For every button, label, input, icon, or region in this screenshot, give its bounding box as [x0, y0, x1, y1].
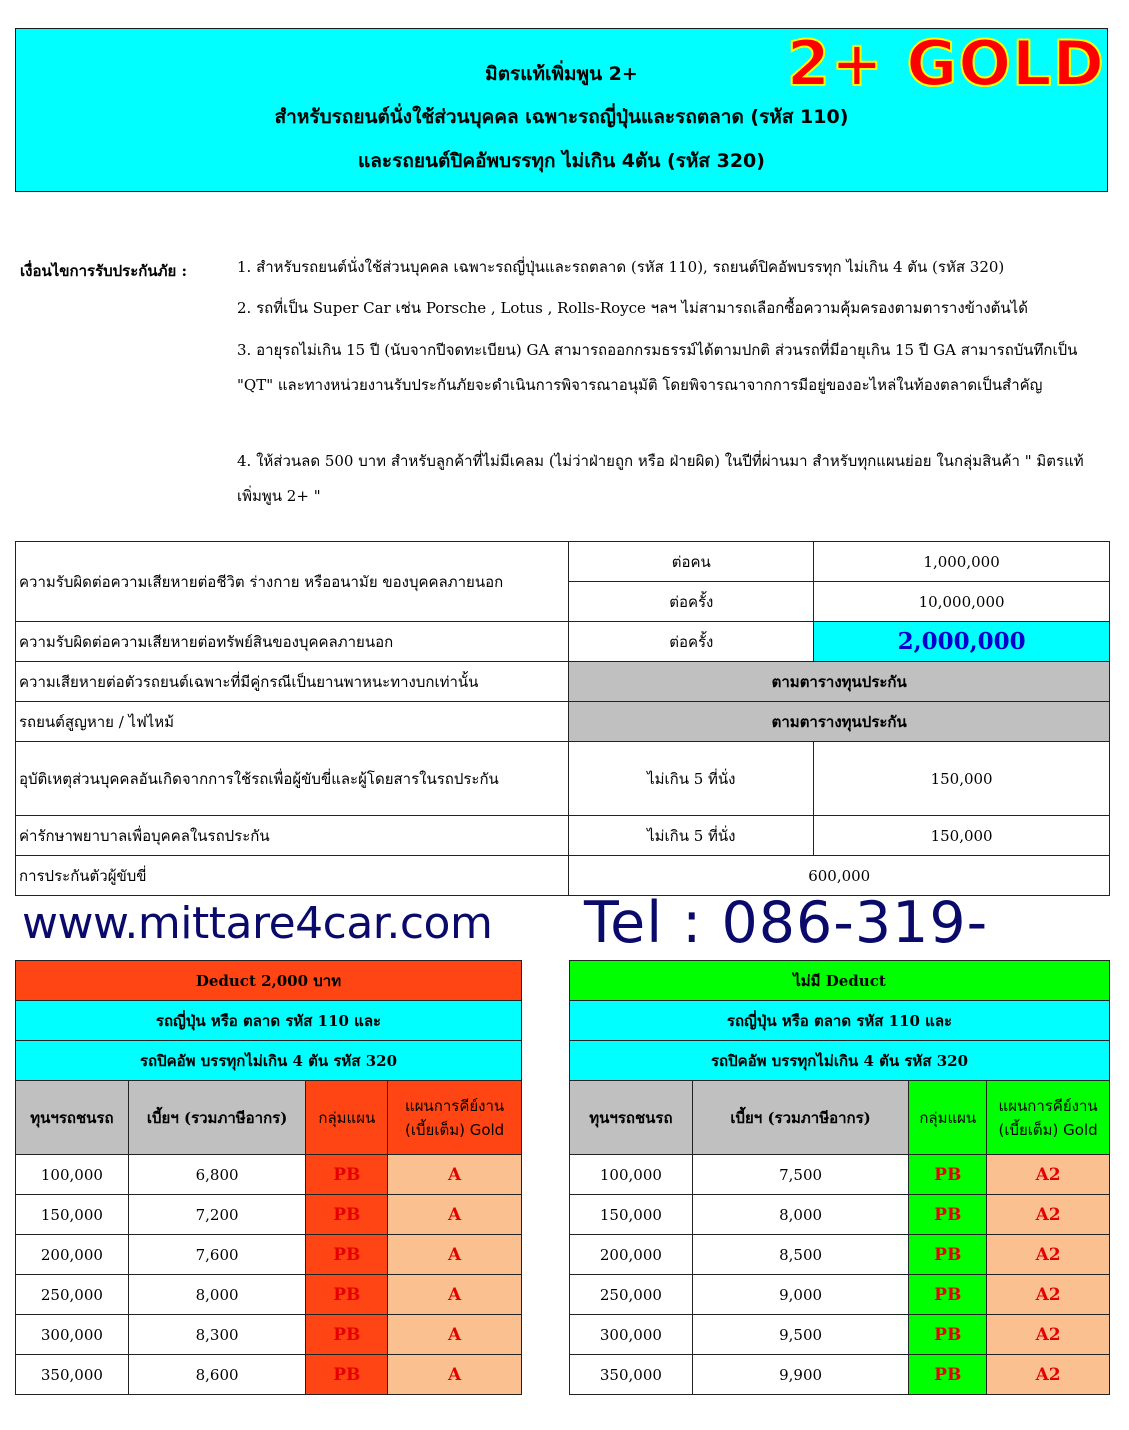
column-header-plan: แผนการคีย์งาน (เบี้ยเต็ม) Gold — [987, 1081, 1110, 1155]
coverage-unit: ต่อครั้ง — [569, 622, 814, 662]
table-row — [16, 1275, 522, 1315]
cell-plan: A2 — [987, 1275, 1110, 1315]
cell-sum: 250,000 — [570, 1275, 693, 1315]
coverage-label: ความรับผิดต่อความเสียหายต่อชีวิต ร่างกาย หรืออนามัย ของบุคคลภายนอก — [16, 542, 569, 622]
column-header-premium: เบี้ยฯ (รวมภาษีอากร) — [128, 1081, 306, 1155]
cell-group: PB — [306, 1195, 388, 1235]
cell-plan: A — [388, 1155, 522, 1195]
cell-plan: A2 — [987, 1355, 1110, 1395]
coverage-label: ค่ารักษาพยาบาลเพื่อบุคคลในรถประกัน — [16, 816, 569, 856]
cell-premium: 9,000 — [692, 1275, 909, 1315]
no-deduct-premium-table — [569, 960, 1110, 1395]
condition-item-2: 2. รถที่เป็น Super Car เช่น Porsche , Lotus , Rolls-Royce ฯลฯ ไม่สามารถเลือกซื้อความคุ้มครองตามตารางข้างต้นได้ — [237, 299, 1028, 317]
cell-sum: 200,000 — [570, 1235, 693, 1275]
table-row — [16, 622, 1110, 662]
cell-plan: A2 — [987, 1195, 1110, 1235]
column-header-plan: แผนการคีย์งาน (เบี้ยเต็ม) Gold — [388, 1081, 522, 1155]
cell-group: PB — [909, 1195, 987, 1235]
table-row — [16, 1155, 522, 1195]
coverage-value: ตามตารางทุนประกัน — [569, 662, 1110, 702]
cell-premium: 6,800 — [128, 1155, 306, 1195]
coverage-label: ความรับผิดต่อความเสียหายต่อทรัพย์สินของบุคคลภายนอก — [16, 622, 569, 662]
coverage-value: ตามตารางทุนประกัน — [569, 702, 1110, 742]
cell-plan: A2 — [987, 1155, 1110, 1195]
cell-sum: 100,000 — [16, 1155, 129, 1195]
coverage-unit: ต่อครั้ง — [569, 582, 814, 622]
coverage-label: อุบัติเหตุส่วนบุคคลอันเกิดจากการใช้รถเพื่อผู้ขับขี่และผู้โดยสารในรถประกัน — [16, 742, 569, 816]
cell-sum: 200,000 — [16, 1235, 129, 1275]
cell-sum: 150,000 — [16, 1195, 129, 1235]
conditions-title: เงื่อนไขการรับประกันภัย : — [20, 262, 188, 280]
coverage-value-highlight: 2,000,000 — [814, 622, 1110, 662]
table-row — [16, 816, 1110, 856]
cell-group: PB — [306, 1355, 388, 1395]
coverage-label: การประกันตัวผู้ขับขี่ — [16, 856, 569, 896]
table-subtitle: รถปิคอัพ บรรทุกไม่เกิน 4 ตัน รหัส 320 — [570, 1041, 1110, 1081]
cell-premium: 8,000 — [128, 1275, 306, 1315]
cell-group: PB — [909, 1235, 987, 1275]
cell-premium: 8,500 — [692, 1235, 909, 1275]
coverage-value: 150,000 — [814, 742, 1110, 816]
table-title: Deduct 2,000 บาท — [16, 961, 522, 1001]
cell-group: PB — [909, 1155, 987, 1195]
table-row — [570, 1315, 1110, 1355]
header-subtitle-1: สำหรับรถยนต์นั่งใช้ส่วนบุคคล เฉพาะรถญี่ปุ่นและรถตลาด (รหัส 110) — [274, 106, 849, 128]
coverage-label: ความเสียหายต่อตัวรถยนต์เฉพาะที่มีคู่กรณีเป็นยานพาหนะทางบกเท่านั้น — [16, 662, 569, 702]
table-row — [16, 1235, 522, 1275]
cell-premium: 7,600 — [128, 1235, 306, 1275]
coverage-value: 150,000 — [814, 816, 1110, 856]
condition-item-1: 1. สำหรับรถยนต์นั่งใช้ส่วนบุคคล เฉพาะรถญี่ปุ่นและรถตลาด (รหัส 110), รถยนต์ปิคอัพบรรทุก ไม่เกิน 4 ตัน (รหัส 320) — [237, 258, 1005, 276]
table-row — [570, 1275, 1110, 1315]
coverage-value: 600,000 — [569, 856, 1110, 896]
phone-number[interactable]: Tel : 086-319- — [584, 890, 989, 956]
column-header-premium: เบี้ยฯ (รวมภาษีอากร) — [692, 1081, 909, 1155]
coverage-unit: ไม่เกิน 5 ที่นั่ง — [569, 742, 814, 816]
table-row — [16, 1355, 522, 1395]
column-header-sum: ทุนฯรถชนรถ — [16, 1081, 129, 1155]
cell-sum: 300,000 — [570, 1315, 693, 1355]
coverage-unit: ต่อคน — [569, 542, 814, 582]
column-header-group: กลุ่มแผน — [909, 1081, 987, 1155]
table-title: ไม่มี Deduct — [570, 961, 1110, 1001]
table-row — [16, 1315, 522, 1355]
table-row — [16, 542, 1110, 582]
coverage-unit: ไม่เกิน 5 ที่นั่ง — [569, 816, 814, 856]
cell-plan: A — [388, 1315, 522, 1355]
cell-premium: 8,000 — [692, 1195, 909, 1235]
cell-group: PB — [306, 1315, 388, 1355]
cell-group: PB — [909, 1355, 987, 1395]
table-row — [16, 1195, 522, 1235]
table-row — [16, 702, 1110, 742]
condition-item-4: 4. ให้ส่วนลด 500 บาท สำหรับลูกค้าที่ไม่มีเคลม (ไม่ว่าฝ่ายถูก หรือ ฝ่ายผิด) ในปีที่ผ่านมา สำหรับทุกแผนย่อย ในกลุ่มสินค้า " มิตรแท้เพิ่มพูน 2+ " — [237, 452, 1084, 505]
condition-item-3: 3. อายุรถไม่เกิน 15 ปี (นับจากปีจดทะเบียน) GA สามารถออกกรมธรรม์ได้ตามปกติ ส่วนรถที่มีอายุเกิน 15 ปี GA สามารถบันทึกเป็น "QT" และทางหน่วยงานรับประกันภัยจะดำเนินการพิจารณาอนุมัติ โดยพิจารณาจากการมีอยู่ของอะไหล่ในท้องตลาดเป็นสำคัญ — [237, 341, 1078, 394]
cell-plan: A — [388, 1195, 522, 1235]
deduct-premium-table — [15, 960, 522, 1395]
cell-sum: 150,000 — [570, 1195, 693, 1235]
cell-group: PB — [306, 1275, 388, 1315]
coverage-value: 1,000,000 — [814, 542, 1110, 582]
table-subtitle: รถญี่ปุ่น หรือ ตลาด รหัส 110 และ — [16, 1001, 522, 1041]
cell-premium: 9,500 — [692, 1315, 909, 1355]
cell-group: PB — [306, 1155, 388, 1195]
cell-sum: 300,000 — [16, 1315, 129, 1355]
header-banner — [15, 28, 1108, 192]
table-row — [16, 742, 1110, 816]
column-header-group: กลุ่มแผน — [306, 1081, 388, 1155]
header-title: มิตรแท้เพิ่มพูน 2+ — [485, 63, 638, 85]
table-subtitle: รถปิคอัพ บรรทุกไม่เกิน 4 ตัน รหัส 320 — [16, 1041, 522, 1081]
cell-sum: 350,000 — [16, 1355, 129, 1395]
website-link[interactable]: www.mittare4car.com — [22, 898, 493, 949]
table-row — [570, 1155, 1110, 1195]
cell-group: PB — [306, 1235, 388, 1275]
cell-group: PB — [909, 1315, 987, 1355]
coverage-value: 10,000,000 — [814, 582, 1110, 622]
cell-sum: 350,000 — [570, 1355, 693, 1395]
cell-plan: A — [388, 1275, 522, 1315]
cell-sum: 100,000 — [570, 1155, 693, 1195]
cell-premium: 9,900 — [692, 1355, 909, 1395]
cell-plan: A2 — [987, 1235, 1110, 1275]
cell-premium: 8,600 — [128, 1355, 306, 1395]
cell-group: PB — [909, 1275, 987, 1315]
header-subtitle-2: และรถยนต์ปิคอัพบรรทุก ไม่เกิน 4ตัน (รหัส 320) — [358, 150, 765, 172]
coverage-label: รถยนต์สูญหาย / ไฟไหม้ — [16, 702, 569, 742]
coverage-table — [15, 541, 1110, 896]
table-row — [570, 1195, 1110, 1235]
table-row — [570, 1355, 1110, 1395]
cell-premium: 7,200 — [128, 1195, 306, 1235]
cell-plan: A2 — [987, 1315, 1110, 1355]
cell-premium: 7,500 — [692, 1155, 909, 1195]
cell-sum: 250,000 — [16, 1275, 129, 1315]
column-header-sum: ทุนฯรถชนรถ — [570, 1081, 693, 1155]
gold-badge: 2+ GOLD — [786, 27, 1105, 100]
cell-plan: A — [388, 1355, 522, 1395]
cell-plan: A — [388, 1235, 522, 1275]
table-subtitle: รถญี่ปุ่น หรือ ตลาด รหัส 110 และ — [570, 1001, 1110, 1041]
table-row — [16, 662, 1110, 702]
cell-premium: 8,300 — [128, 1315, 306, 1355]
table-row — [570, 1235, 1110, 1275]
